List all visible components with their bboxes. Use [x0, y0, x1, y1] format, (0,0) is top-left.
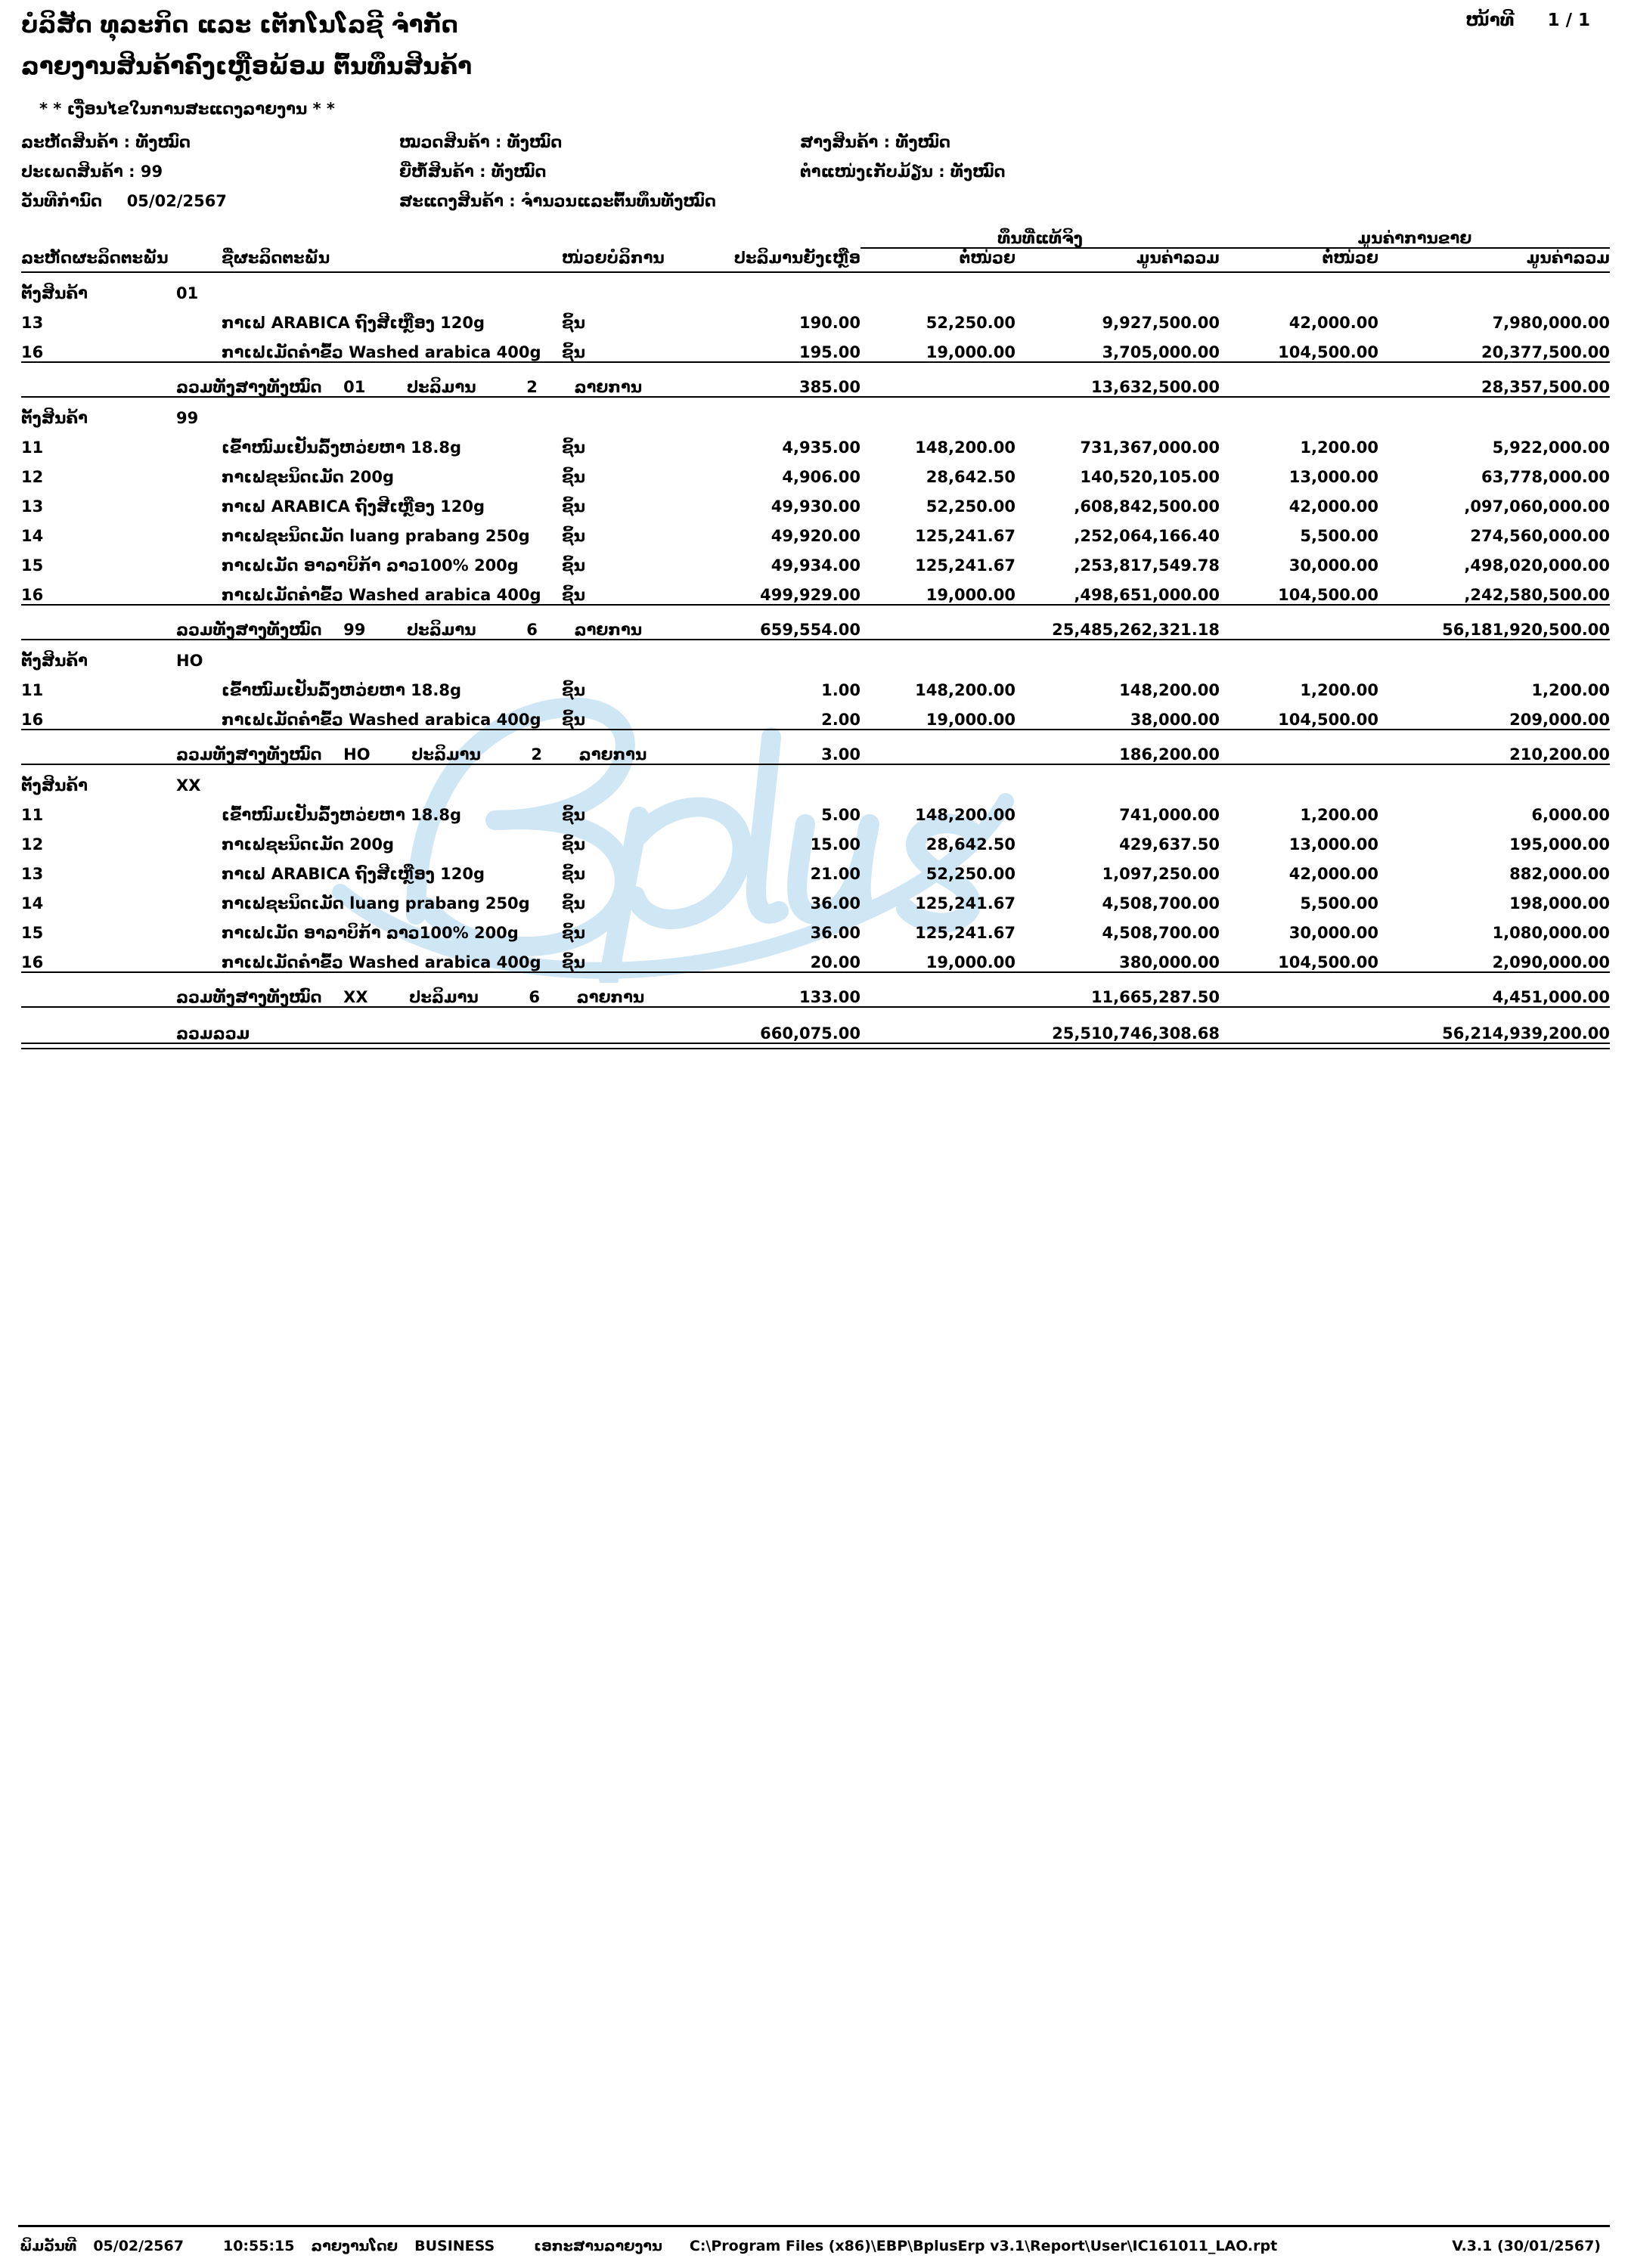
criteria-label: ຕຳແໜ່ງເກັບມ້ຽນ : — [800, 162, 945, 181]
criteria-row — [21, 132, 1607, 151]
row-cost-unit: 28,642.50 — [926, 835, 1016, 854]
subtotal-cost-total: 25,485,262,321.18 — [1052, 620, 1220, 639]
table-row — [21, 699, 1610, 730]
row-unit: ຊິ້ນ — [562, 805, 585, 824]
table-row — [21, 942, 1610, 972]
table-row — [21, 575, 1610, 605]
row-code: 12 — [21, 835, 44, 854]
header-name: ຊື່ຜະລິດຕະພັນ — [222, 248, 330, 267]
row-cost-unit: 52,250.00 — [926, 497, 1016, 516]
table-body — [21, 272, 1610, 1049]
row-cost-unit: 125,241.67 — [915, 526, 1016, 545]
group-label: ຕັ້ງສິນຄ້າ — [21, 776, 88, 795]
subtotal-items-label: ລາຍການ — [578, 745, 647, 764]
subtotal-count-label: ປະລິມານ — [407, 620, 476, 639]
row-code: 11 — [21, 680, 44, 699]
row-cost-total: ,252,064,166.40 — [1074, 526, 1220, 545]
row-name: ກາເຟຊະນິດເມັດ luang prabang 250g — [222, 894, 530, 912]
row-qty: 5.00 — [821, 805, 861, 824]
row-code: 15 — [21, 556, 44, 575]
table-header-group-row — [21, 229, 1610, 247]
row-cost-unit: 19,000.00 — [926, 342, 1016, 361]
subtotal-qty: 3.00 — [821, 745, 861, 764]
row-cost-unit: 19,000.00 — [926, 953, 1016, 971]
group-header-row — [21, 764, 1610, 795]
subtotal-label-cell — [176, 363, 687, 396]
row-sale-total: ,097,060,000.00 — [1464, 497, 1611, 516]
subtotal-group-code: HO — [343, 745, 371, 764]
criteria-warehouse — [800, 132, 1607, 151]
row-name: ກາເຟ ARABICA ຖົງສີເຫຼືອງ 120g — [222, 497, 485, 516]
subtotal-label: ລວມທັງສາງທັງໝົດ — [176, 377, 322, 396]
row-sale-total: 274,560,000.00 — [1470, 526, 1611, 545]
grand-total-qty: 660,075.00 — [760, 1024, 861, 1043]
row-unit: ຊິ້ນ — [562, 894, 585, 912]
group-code: XX — [176, 776, 201, 795]
group-header-row — [21, 397, 1610, 427]
row-sale-unit: 42,000.00 — [1288, 497, 1378, 516]
report-footer — [0, 2225, 1628, 2254]
criteria-product-code — [21, 132, 399, 151]
row-code: 11 — [21, 438, 44, 457]
row-sale-total: 2,090,000.00 — [1492, 953, 1611, 971]
footer-report-file-label: ເອກະສານລາຍງານ — [534, 2238, 662, 2254]
row-qty: 190.00 — [798, 313, 861, 332]
subtotal-count-label: ປະລິມານ — [409, 987, 479, 1006]
footer-print-date: 05/02/2567 — [93, 2238, 184, 2254]
subtotal-label-cell — [176, 973, 687, 1006]
row-sale-total: 882,000.00 — [1509, 864, 1611, 883]
company-name: ບໍລິສັດ ທຸລະກິດ ແລະ ເຕັກໂນໂລຊີ ຈຳກັດ — [21, 11, 458, 39]
table-row — [21, 427, 1610, 457]
criteria-label: ວັນທີກຳນົດ — [21, 191, 103, 210]
group-label: ຕັ້ງສິນຄ້າ — [21, 284, 88, 302]
row-cost-unit: 125,241.67 — [915, 556, 1016, 575]
row-unit: ຊິ້ນ — [562, 710, 585, 729]
row-qty: 195.00 — [798, 342, 861, 361]
row-code: 16 — [21, 585, 44, 604]
row-sale-unit: 13,000.00 — [1288, 835, 1378, 854]
row-unit: ຊິ້ນ — [562, 864, 585, 883]
row-sale-unit: 42,000.00 — [1288, 864, 1378, 883]
row-sale-total: ,498,020,000.00 — [1464, 556, 1611, 575]
header-cost-unit: ຕໍ່ໜ່ວຍ — [959, 248, 1016, 267]
row-cost-unit: 19,000.00 — [926, 585, 1016, 604]
grand-total-cost: 25,510,746,308.68 — [1052, 1024, 1220, 1043]
table-row — [21, 457, 1610, 486]
criteria-value: ທັງໝົດ — [950, 162, 1006, 181]
table-row — [21, 302, 1610, 332]
row-qty: 49,930.00 — [771, 497, 861, 516]
criteria-value: ຈຳນວນແລະຕົ້ນທຶນທັງໝົດ — [520, 191, 716, 210]
row-unit: ຊິ້ນ — [562, 923, 585, 942]
subtotal-row — [21, 606, 1610, 639]
criteria-label: ໝວດສິນຄ້າ : — [399, 132, 502, 151]
header-group-sale: ມູນຄ່າການຂາຍ — [1357, 228, 1472, 247]
footer-report-path: C:\Program Files (x86)\EBP\BplusErp v3.1\Report\User\IC161011_LAO.rpt — [689, 2238, 1278, 2254]
row-sale-unit: 104,500.00 — [1278, 342, 1378, 361]
row-code: 14 — [21, 526, 44, 545]
row-cost-unit: 52,250.00 — [926, 864, 1016, 883]
row-unit: ຊິ້ນ — [562, 526, 585, 545]
row-sale-unit: 42,000.00 — [1288, 313, 1378, 332]
row-code: 16 — [21, 342, 44, 361]
row-code: 14 — [21, 894, 44, 912]
page-indicator — [1465, 11, 1607, 30]
subtotal-items-label: ລາຍການ — [574, 620, 643, 639]
criteria-block — [0, 132, 1628, 210]
subtotal-sale-total: 28,357,500.00 — [1481, 377, 1611, 396]
table-row — [21, 795, 1610, 824]
row-unit: ຊິ້ນ — [562, 835, 585, 854]
row-sale-unit: 1,200.00 — [1300, 438, 1378, 457]
row-sale-total: 5,922,000.00 — [1492, 438, 1611, 457]
row-name: ກາເຟຊະນິດເມັດ luang prabang 250g — [222, 526, 530, 545]
criteria-brand — [399, 164, 800, 180]
subtotal-sale-total: 210,200.00 — [1509, 745, 1611, 764]
row-name: ກາເຟເມັດ ອາລາບິກ້າ ລາວ100% 200g — [222, 556, 519, 575]
row-cost-total: 429,637.50 — [1119, 835, 1220, 854]
row-qty: 2.00 — [821, 710, 861, 729]
subtotal-items-label: ລາຍການ — [576, 987, 645, 1006]
row-sale-unit: 104,500.00 — [1278, 585, 1378, 604]
criteria-display-mode — [399, 191, 800, 210]
subtotal-qty: 385.00 — [798, 377, 861, 396]
criteria-value: 05/02/2567 — [126, 191, 227, 210]
subtotal-qty: 133.00 — [798, 987, 861, 1006]
row-name: ກາເຟເມັດຄຳຂົ້ວ Washed arabica 400g — [222, 953, 541, 971]
row-name: ກາເຟເມັດ ອາລາບິກ້າ ລາວ100% 200g — [222, 923, 519, 942]
row-unit: ຊິ້ນ — [562, 342, 585, 361]
row-qty: 21.00 — [810, 864, 861, 883]
criteria-value: ທັງໝົດ — [895, 132, 950, 151]
row-cost-total: ,253,817,549.78 — [1074, 556, 1220, 575]
row-sale-unit: 104,500.00 — [1278, 953, 1378, 971]
criteria-row — [21, 164, 1607, 180]
row-code: 15 — [21, 923, 44, 942]
subtotal-label: ລວມທັງສາງທັງໝົດ — [176, 987, 322, 1006]
subtotal-group-code: 01 — [343, 377, 366, 396]
table-row — [21, 545, 1610, 575]
subtotal-label: ລວມທັງສາງທັງໝົດ — [176, 745, 322, 764]
row-name: ເຂົ້າໜົມເຢັນລົ້ງຫວ່ຍຫາ 18.8g — [222, 680, 461, 699]
table-row — [21, 883, 1610, 912]
row-cost-total: 380,000.00 — [1119, 953, 1220, 971]
row-qty: 36.00 — [810, 894, 861, 912]
row-qty: 49,920.00 — [771, 526, 861, 545]
row-name: ກາເຟເມັດຄຳຂົ້ວ Washed arabica 400g — [222, 342, 541, 361]
subtotal-item-count: 2 — [526, 377, 538, 396]
row-sale-unit: 30,000.00 — [1288, 923, 1378, 942]
row-cost-unit: 148,200.00 — [915, 805, 1016, 824]
row-qty: 49,934.00 — [771, 556, 861, 575]
row-sale-total: 20,377,500.00 — [1481, 342, 1611, 361]
table-row — [21, 516, 1610, 545]
row-sale-unit: 13,000.00 — [1288, 467, 1378, 486]
page-value: 1 / 1 — [1547, 11, 1590, 30]
subtotal-count-label: ປະລິມານ — [407, 377, 476, 396]
table-row — [21, 824, 1610, 854]
footer-version: V.3.1 (30/01/2567) — [1452, 2238, 1601, 2254]
inventory-report-table — [21, 229, 1610, 1049]
group-header-row — [21, 640, 1610, 670]
header-group-cost: ທຶນທີ່ແທ້ຈິງ — [997, 228, 1083, 247]
group-code: 99 — [176, 408, 199, 427]
row-qty: 15.00 — [810, 835, 861, 854]
header-sale-total: ມູນຄ່າລວມ — [1526, 248, 1611, 267]
row-cost-unit: 148,200.00 — [915, 680, 1016, 699]
row-cost-unit: 148,200.00 — [915, 438, 1016, 457]
criteria-value: ທັງໝົດ — [135, 132, 191, 151]
row-code: 13 — [21, 497, 44, 516]
row-qty: 1.00 — [821, 680, 861, 699]
row-unit: ຊິ້ນ — [562, 313, 585, 332]
grand-total-label: ລວມລວມ — [176, 1024, 250, 1043]
row-sale-unit: 1,200.00 — [1300, 805, 1378, 824]
row-code: 13 — [21, 864, 44, 883]
subtotal-row — [21, 973, 1610, 1006]
subtotal-row — [21, 363, 1610, 396]
row-qty: 4,906.00 — [782, 467, 861, 486]
row-sale-unit: 5,500.00 — [1300, 894, 1378, 912]
row-name: ກາເຟເມັດຄຳຂົ້ວ Washed arabica 400g — [222, 585, 541, 604]
row-cost-total: 38,000.00 — [1130, 710, 1220, 729]
group-label: ຕັ້ງສິນຄ້າ — [21, 651, 88, 670]
subtotal-group-code: 99 — [343, 620, 366, 639]
grand-total-sale: 56,214,939,200.00 — [1442, 1024, 1611, 1043]
subtotal-row — [21, 730, 1610, 764]
row-code: 13 — [21, 313, 44, 332]
table-header — [21, 229, 1610, 272]
footer-printed-by-label: ລາຍງານໂດຍ — [311, 2238, 398, 2254]
row-sale-total: 198,000.00 — [1509, 894, 1611, 912]
footer-printed-by: BUSINESS — [414, 2238, 495, 2254]
row-qty: 36.00 — [810, 923, 861, 942]
row-name: ກາເຟ ARABICA ຖົງສີເຫຼືອງ 120g — [222, 313, 485, 332]
criteria-empty — [800, 194, 1607, 209]
criteria-label: ລະຫັດສິນຄ້າ : — [21, 132, 131, 151]
row-cost-unit: 52,250.00 — [926, 313, 1016, 332]
header-code: ລະຫັດຜະລິດຕະພັນ — [21, 248, 169, 267]
criteria-as-of-date — [21, 191, 399, 210]
criteria-value: 99 — [140, 162, 163, 181]
report-table-wrap — [0, 229, 1628, 1049]
row-unit: ຊິ້ນ — [562, 953, 585, 971]
row-cost-total: 3,705,000.00 — [1102, 342, 1220, 361]
row-qty: 499,929.00 — [760, 585, 861, 604]
row-code: 16 — [21, 710, 44, 729]
row-cost-total: 148,200.00 — [1119, 680, 1220, 699]
row-cost-total: ,498,651,000.00 — [1074, 585, 1220, 604]
group-code: HO — [176, 651, 203, 670]
subtotal-cost-total: 13,632,500.00 — [1090, 377, 1220, 396]
row-unit: ຊິ້ນ — [562, 585, 585, 604]
subtotal-item-count: 2 — [531, 745, 543, 764]
row-cost-total: 9,927,500.00 — [1102, 313, 1220, 332]
row-sale-unit: 5,500.00 — [1300, 526, 1378, 545]
row-unit: ຊິ້ນ — [562, 438, 585, 457]
row-code: 16 — [21, 953, 44, 971]
subtotal-cost-total: 11,665,287.50 — [1090, 987, 1220, 1006]
criteria-location — [800, 164, 1607, 180]
subtotal-label: ລວມທັງສາງທັງໝົດ — [176, 620, 322, 639]
subtotal-group-code: XX — [343, 987, 368, 1006]
row-code: 11 — [21, 805, 44, 824]
subtotal-item-count: 6 — [529, 987, 540, 1006]
grand-total-row — [21, 1007, 1610, 1043]
table-header-bottom-rule — [21, 267, 1610, 272]
subtotal-cost-total: 186,200.00 — [1119, 745, 1220, 764]
row-name: ກາເຟຊະນິດເມັດ 200g — [222, 467, 395, 486]
row-name: ເຂົ້າໜົມເຢັນລົ້ງຫວ່ຍຫາ 18.8g — [222, 805, 461, 824]
footer-print-time: 10:55:15 — [222, 2238, 295, 2254]
row-unit: ຊິ້ນ — [562, 556, 585, 575]
row-name: ເຂົ້າໜົມເຢັນລົ້ງຫວ່ຍຫາ 18.8g — [222, 438, 461, 457]
subtotal-sale-total: 56,181,920,500.00 — [1442, 620, 1611, 639]
row-sale-unit: 104,500.00 — [1278, 710, 1378, 729]
criteria-heading: * * ເງື່ອນໄຂໃນການສະແດງລາຍງານ * * — [39, 99, 335, 118]
header-sale-unit: ຕໍ່ໜ່ວຍ — [1322, 248, 1378, 267]
row-name: ກາເຟຊະນິດເມັດ 200g — [222, 835, 395, 854]
table-row — [21, 912, 1610, 942]
header-cost-total: ມູນຄ່າລວມ — [1136, 248, 1220, 267]
criteria-label: ປະເພດສິນຄ້າ : — [21, 162, 135, 181]
subtotal-label-cell — [176, 606, 687, 639]
subtotal-label-cell — [176, 730, 687, 764]
table-row — [21, 670, 1610, 699]
subtotal-sale-total: 4,451,000.00 — [1492, 987, 1611, 1006]
report-header — [0, 0, 1628, 118]
criteria-product-type — [21, 164, 399, 180]
row-cost-unit: 28,642.50 — [926, 467, 1016, 486]
subtotal-qty: 659,554.00 — [760, 620, 861, 639]
footer-print-date-label: ພິມວັນທີ — [20, 2238, 77, 2254]
table-row — [21, 332, 1610, 362]
group-header-row — [21, 272, 1610, 302]
row-cost-total: 4,508,700.00 — [1102, 923, 1220, 942]
row-sale-total: 209,000.00 — [1509, 710, 1611, 729]
criteria-label: ສະແດງສິນຄ້າ : — [399, 191, 516, 210]
row-sale-unit: 1,200.00 — [1300, 680, 1378, 699]
row-cost-unit: 125,241.67 — [915, 894, 1016, 912]
row-qty: 4,935.00 — [782, 438, 861, 457]
row-sale-total: ,242,580,500.00 — [1464, 585, 1611, 604]
page-label: ໜ້າທີ — [1465, 11, 1515, 30]
row-cost-unit: 19,000.00 — [926, 710, 1016, 729]
criteria-label: ຍີ່ຫໍ້ສິນຄ້າ : — [399, 162, 486, 181]
row-cost-total: ,608,842,500.00 — [1074, 497, 1220, 516]
table-header-row — [21, 248, 1610, 267]
criteria-row — [21, 191, 1607, 210]
row-sale-total: 1,200.00 — [1531, 680, 1611, 699]
row-sale-total: 63,778,000.00 — [1481, 467, 1611, 486]
report-title: ລາຍງານສິນຄ້າຄົງເຫຼືອພ້ອມ ຕົ້ນທຶນສິນຄ້າ — [21, 52, 473, 80]
row-sale-total: 7,980,000.00 — [1492, 313, 1611, 332]
row-cost-total: 1,097,250.00 — [1102, 864, 1220, 883]
subtotal-item-count: 6 — [526, 620, 538, 639]
grand-total-rule — [21, 1043, 1610, 1049]
subtotal-items-label: ລາຍການ — [574, 377, 643, 396]
row-name: ກາເຟ ARABICA ຖົງສີເຫຼືອງ 120g — [222, 864, 485, 883]
row-sale-total: 6,000.00 — [1531, 805, 1611, 824]
row-sale-total: 195,000.00 — [1509, 835, 1611, 854]
row-qty: 20.00 — [810, 953, 861, 971]
group-code: 01 — [176, 284, 199, 302]
subtotal-count-label: ປະລິມານ — [411, 745, 481, 764]
criteria-label: ສາງສິນຄ້າ : — [800, 132, 891, 151]
header-unit: ໜ່ວຍບໍລິການ — [562, 248, 665, 267]
row-cost-total: 741,000.00 — [1119, 805, 1220, 824]
row-cost-unit: 125,241.67 — [915, 923, 1016, 942]
row-name: ກາເຟເມັດຄຳຂົ້ວ Washed arabica 400g — [222, 710, 541, 729]
criteria-value: ທັງໝົດ — [507, 132, 563, 151]
row-unit: ຊິ້ນ — [562, 467, 585, 486]
row-cost-total: 140,520,105.00 — [1080, 467, 1220, 486]
row-cost-total: 731,367,000.00 — [1080, 438, 1220, 457]
group-label: ຕັ້ງສິນຄ້າ — [21, 408, 88, 427]
row-unit: ຊິ້ນ — [562, 680, 585, 699]
row-unit: ຊິ້ນ — [562, 497, 585, 516]
table-row — [21, 486, 1610, 516]
row-code: 12 — [21, 467, 44, 486]
row-cost-total: 4,508,700.00 — [1102, 894, 1220, 912]
header-qty: ປະລິມານຍັງເຫຼືອ — [733, 248, 861, 267]
table-row — [21, 854, 1610, 883]
criteria-value: ທັງໝົດ — [491, 162, 547, 181]
criteria-product-category — [399, 132, 800, 151]
row-sale-unit: 30,000.00 — [1288, 556, 1378, 575]
row-sale-total: 1,080,000.00 — [1492, 923, 1611, 942]
